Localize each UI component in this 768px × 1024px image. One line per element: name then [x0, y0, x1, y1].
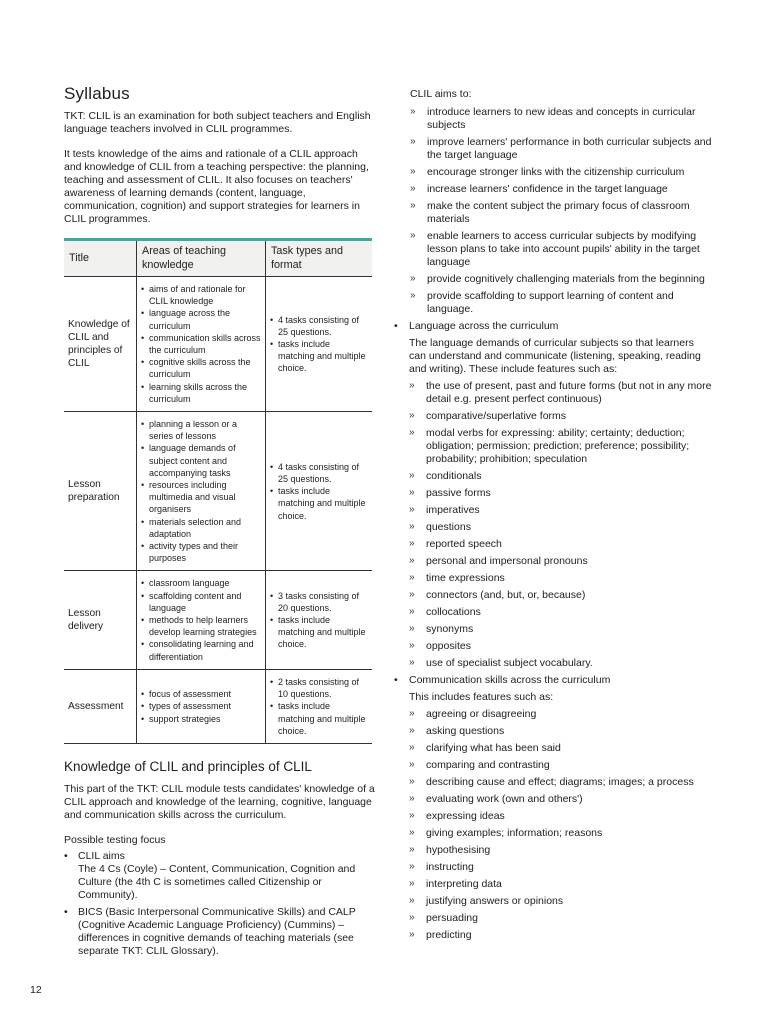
- testing-focus-label: Possible testing focus: [64, 833, 166, 846]
- communication-features-list: [409, 708, 712, 942]
- list-item: [64, 906, 376, 958]
- list-item: [394, 320, 712, 670]
- list-item: » use of specialist subject vocabulary.: [409, 657, 712, 670]
- language-intro: The language demands of curricular subjects so that learners can understand and communicate (listening, speaking, reading and writing). These include features such as:: [409, 337, 701, 375]
- list-item: » comparative/superlative forms: [409, 410, 712, 423]
- list-item: » justifying answers or opinions: [409, 895, 712, 908]
- list-item: » interpreting data: [409, 878, 712, 891]
- list-item: » modal verbs for expressing: ability; certainty; deduction; obligation; permission; prediction; preference; possibility; probability; prohibition; speculation: [409, 427, 712, 466]
- list-item: » provide scaffolding to support learning of content and language.: [410, 290, 712, 316]
- list-item: • language across the curriculum: [141, 307, 261, 331]
- list-item: » personal and impersonal pronouns: [409, 555, 712, 568]
- list-item: » make the content subject the primary focus of classroom materials: [410, 200, 712, 226]
- list-item: » provide cognitively challenging materials from the beginning: [410, 273, 712, 286]
- list-item: • learning skills across the curriculum: [141, 381, 261, 405]
- list-item: • support strategies: [141, 713, 261, 725]
- row-title: Assessment: [64, 669, 137, 743]
- aims-list: [410, 106, 712, 316]
- table-row: [64, 277, 372, 412]
- knowledge-paragraph: This part of the TKT: CLIL module tests candidates' knowledge of a CLIL approach and knowledge of the learning, cognitive, language and communication skills across the curriculum.: [64, 782, 375, 821]
- list-item: • scaffolding content and language: [141, 590, 261, 614]
- list-item: » conditionals: [409, 470, 712, 483]
- list-item: • communication skills across the curriculum: [141, 332, 261, 356]
- list-item: » time expressions: [409, 572, 712, 585]
- col-header-areas: Areas of teaching knowledge: [137, 240, 266, 277]
- list-item: » encourage stronger links with the citizenship curriculum: [410, 166, 712, 179]
- list-item: » opposites: [409, 640, 712, 653]
- list-item: • aims of and rationale for CLIL knowledge: [141, 283, 261, 307]
- list-item: » evaluating work (own and others'): [409, 793, 712, 806]
- list-item: [394, 674, 712, 942]
- table-row: [64, 571, 372, 669]
- list-item: » instructing: [409, 861, 712, 874]
- focus-item-title: • CLIL aims: [78, 849, 125, 862]
- list-item: » improve learners' performance in both curricular subjects and the target language: [410, 136, 712, 162]
- list-item: » agreeing or disagreeing: [409, 708, 712, 721]
- list-item: » synonyms: [409, 623, 712, 636]
- list-item: » asking questions: [409, 725, 712, 738]
- list-item: » clarifying what has been said: [409, 742, 712, 755]
- row-tasks: [266, 669, 373, 743]
- focus-item-text: The 4 Cs (Coyle) – Content, Communication, Cognition and Culture (the 4th C is sometimes called Citizenship or Community).: [78, 862, 356, 901]
- list-item: » describing cause and effect; diagrams; images; a process: [409, 776, 712, 789]
- row-areas: [137, 277, 266, 412]
- list-item: » comparing and contrasting: [409, 759, 712, 772]
- table-row: [64, 412, 372, 571]
- list-item: » expressing ideas: [409, 810, 712, 823]
- list-item: • tasks include matching and multiple choice.: [270, 485, 368, 522]
- list-item: » questions: [409, 521, 712, 534]
- row-tasks: [266, 571, 373, 669]
- list-item: » collocations: [409, 606, 712, 619]
- list-item: » passive forms: [409, 487, 712, 500]
- row-title: Lesson preparation: [64, 412, 137, 571]
- syllabus-description: It tests knowledge of the aims and rationale of a CLIL approach and knowledge of CLIL from a teaching perspective: the planning, teaching and assessment of CLIL. It also focuses on teachers' awareness of learning demands (content, language, communication, cognition) and support strategies for learners in CLIL programmes.: [64, 148, 369, 225]
- list-item: » hypothesising: [409, 844, 712, 857]
- syllabus-table: [64, 238, 372, 744]
- list-item: • cognitive skills across the curriculum: [141, 356, 261, 380]
- language-title: • Language across the curriculum: [409, 320, 559, 332]
- list-item: • 3 tasks consisting of 20 questions.: [270, 590, 368, 614]
- list-item: • planning a lesson or a series of lessons: [141, 418, 261, 442]
- row-tasks: [266, 277, 373, 412]
- list-item: • tasks include matching and multiple choice.: [270, 700, 368, 737]
- list-item: » giving examples; information; reasons: [409, 827, 712, 840]
- list-item: • focus of assessment: [141, 688, 261, 700]
- knowledge-heading: Knowledge of CLIL and principles of CLIL: [64, 758, 312, 774]
- list-item: » the use of present, past and future forms (but not in any more detail e.g. present perfect continuous): [409, 380, 712, 406]
- language-features-list: [409, 380, 712, 670]
- list-item: [64, 850, 376, 902]
- row-tasks: [266, 412, 373, 571]
- row-areas: [137, 571, 266, 669]
- list-item: • language demands of subject content and accompanying tasks: [141, 442, 261, 479]
- communication-title: • Communication skills across the curriculum: [409, 674, 611, 686]
- syllabus-intro: TKT: CLIL is an examination for both subject teachers and English language teachers involved in CLIL programmes.: [64, 110, 371, 135]
- list-item: » connectors (and, but, or, because): [409, 589, 712, 602]
- row-areas: [137, 412, 266, 571]
- list-item: • 4 tasks consisting of 25 questions.: [270, 461, 368, 485]
- table-header-row: [64, 240, 372, 277]
- list-item: • tasks include matching and multiple choice.: [270, 338, 368, 375]
- right-column: [394, 88, 712, 946]
- list-item: • materials selection and adaptation: [141, 516, 261, 540]
- list-item: » reported speech: [409, 538, 712, 551]
- skills-list: [394, 320, 712, 942]
- list-item: • resources including multimedia and visual organisers: [141, 479, 261, 516]
- list-item: • classroom language: [141, 577, 261, 589]
- left-column: [64, 84, 376, 962]
- row-title: Knowledge of CLIL and principles of CLIL: [64, 277, 137, 412]
- list-item: • 2 tasks consisting of 10 questions.: [270, 676, 368, 700]
- list-item: • activity types and their purposes: [141, 540, 261, 564]
- col-header-tasks: Task types and format: [266, 240, 373, 277]
- list-item: » introduce learners to new ideas and concepts in curricular subjects: [410, 106, 712, 132]
- communication-intro: This includes features such as:: [409, 691, 554, 703]
- row-title: Lesson delivery: [64, 571, 137, 669]
- list-item: • tasks include matching and multiple choice.: [270, 614, 368, 651]
- list-item: • types of assessment: [141, 700, 261, 712]
- list-item: » increase learners' confidence in the target language: [410, 183, 712, 196]
- list-item: • 4 tasks consisting of 25 questions.: [270, 314, 368, 338]
- list-item: » imperatives: [409, 504, 712, 517]
- syllabus-heading: Syllabus: [64, 84, 130, 103]
- row-areas: [137, 669, 266, 743]
- testing-focus-list: [64, 850, 376, 958]
- col-header-title: Title: [64, 240, 137, 277]
- list-item: » enable learners to access curricular subjects by modifying lesson plans to take into account pupils' ability in the target language: [410, 230, 712, 269]
- table-row: [64, 669, 372, 743]
- list-item: » persuading: [409, 912, 712, 925]
- aims-intro: CLIL aims to:: [410, 88, 472, 100]
- focus-item-title: • BICS (Basic Interpersonal Communicative Skills) and CALP (Cognitive Academic Language Proficiency) (Cummins) – differences in cognitive demands of teaching materials (see separate TKT: CLIL Glossary).: [78, 905, 356, 957]
- list-item: • consolidating learning and differentiation: [141, 638, 261, 662]
- list-item: » predicting: [409, 929, 712, 942]
- list-item: • methods to help learners develop learning strategies: [141, 614, 261, 638]
- page-number: 12: [30, 984, 42, 996]
